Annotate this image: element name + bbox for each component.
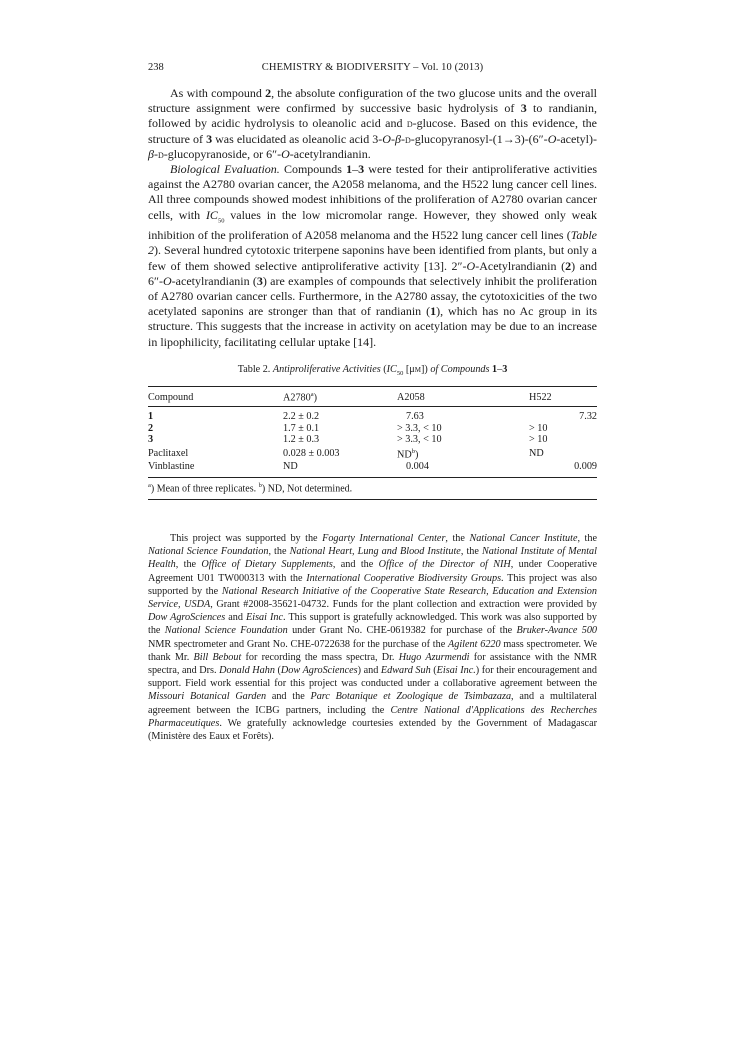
header-a2058: A2058: [397, 391, 425, 403]
cell-compound: Vinblastine: [148, 461, 195, 473]
table-footnotes: $^a$) Mean of three replicates. $^b$) ND, Not determined.: [148, 481, 353, 494]
cell-a2780: 0.028 ± 0.003: [283, 447, 340, 459]
cell-a2058: > 3.3, < 10: [397, 434, 442, 446]
cell-compound: Paclitaxel: [148, 447, 189, 459]
paragraph-structure-assignment: As with compound 2, the absolute configuration of the two glucose units and the overall structure assignment were confirmed by successive basic hydrolysis of 3 to randianin, followed by acidic hydrolysis to oleanolic acid and d-glucose. Based on this evidence, the structure of 3 was elucidated as oleanolic acid 3-O-β-d-glucopyranosyl-(1→3)-(6″-O-acetyl)-β-d-glucopyranoside, or 6″-O-acetylrandianin.: [148, 86, 597, 161]
header-compound: Compound: [148, 391, 194, 403]
header-a2780: A2780$^a$): [283, 390, 318, 404]
cell-a2780: 1.7 ± 0.1: [283, 422, 320, 434]
table-bottom-rule: [148, 499, 597, 500]
cell-a2058: > 3.3, < 10: [397, 422, 442, 434]
section-heading: Biological Evaluation.: [170, 162, 280, 177]
cell-a2058: $ND^b$): [397, 448, 419, 461]
paragraph-biological-evaluation: Biological Evaluation. Compounds 1–3 were tested for their antiproliferative activities against the A2780 ovarian cancer, the A2058 melanoma, and the H522 lung cancer cell lines. All three compounds showed modest inhibitions of the proliferation of A2780 ovarian cancer cells, with $IC_{50}$ values in the low micromolar range. However, they showed only weak inhibition of the proliferation of A2058 melanoma and the H522 lung cancer cell lines (Table 2). Several hundred cytotoxic triterpene saponins have been identified from plants, but only a few of them showed selective antiproliferative activity [13]. 2″-O-Acetylrandianin (2) and 6″-O-acetylrandianin (3) are examples of compounds that selectively inhibit the proliferation of A2780 ovarian cancer cells. Furthermore, in the A2780 assay, the cytotoxicities of the two acetylated saponins are stronger than that of randianin (1), which has no Ac group in its structure. This suggests that the increase in activity on acetylation may be due to an increase in lipophilicity, facilitating cellular uptake [14].: [148, 162, 598, 349]
journal-page: [148, 62, 597, 743]
page-number: 238: [148, 62, 164, 73]
acknowledgements: [148, 532, 597, 743]
cell-compound: 2: [148, 422, 154, 434]
cell-h522: 7.32: [579, 411, 597, 423]
cell-a2058: 0.004: [406, 461, 429, 473]
acknowledgements-paragraph: This project was supported by the Fogarty International Center, the National Cancer Institute, the National Science Foundation, the National Heart, Lung and Blood Institute, the National Institute of Mental Health, the Office of Dietary Supplements, and the Office of the Director of NIH, under Cooperative Agreement U01 TW000313 with the International Cooperative Biodiversity Groups. This project was also supported by the National Research Initiative of the Cooperative State Research, Education and Extension Service, USDA, Grant #2008-35621-04732. Funds for the plant collection and extraction were provided by Dow AgroSciences and Eisai Inc. This support is gratefully acknowledged. This work was also supported by the National Science Foundation under Grant No. CHE-0619382 for purchase of the Bruker-Avance 500 NMR spectrometer and Grant No. CHE-0722638 for the purchase of the Agilent 6220 mass spectrometer. We thank Mr. Bill Bebout for recording the mass spectra, Dr. Hugo Azurmendi for assistance with the NMR spectra, and Drs. Donald Hahn (Dow AgroSciences) and Edward Suh (Eisai Inc.) for their encouragement and support. Field work essential for this project was conducted under a collaborative agreement between the Missouri Botanical Garden and the Parc Botanique et Zoologique de Tsimbazaza, and a multilateral agreement between the ICBG partners, including the Centre National d'Applications des Recherches Pharmaceutiques. We gratefully acknowledge courtesies extended by the Government of Madagascar (Ministère des Eaux et Forêts).: [148, 532, 598, 742]
table-row: [148, 434, 597, 446]
table-caption: Table 2. Antiproliferative Activities ($IC_{50}$ [μm]) of Compounds 1–3: [237, 363, 508, 377]
header-h522: H522: [529, 391, 552, 403]
table-header-row: [148, 387, 597, 407]
activity-table: [148, 387, 597, 477]
table-row: [148, 407, 597, 423]
cell-a2780: 2.2 ± 0.2: [283, 411, 320, 423]
table-row: [148, 423, 597, 435]
cell-a2780: ND: [283, 461, 298, 473]
cell-h522: 0.009: [574, 461, 597, 473]
cell-a2058: 7.63: [406, 411, 424, 423]
cell-compound: 3: [148, 434, 154, 446]
running-title: CHEMISTRY & BIODIVERSITY – Vol. 10 (2013): [261, 62, 484, 73]
table-row: [148, 446, 597, 461]
table-2: [148, 364, 597, 500]
table-reference-link[interactable]: Table 2: [148, 228, 597, 258]
table-row: [148, 461, 597, 477]
cell-h522: ND: [529, 447, 544, 459]
cell-h522: > 10: [529, 422, 548, 434]
running-header: [148, 62, 597, 78]
body-text: [148, 86, 597, 350]
cell-h522: > 10: [529, 434, 548, 446]
cell-a2780: 1.2 ± 0.3: [283, 434, 320, 446]
cell-compound: 1: [148, 411, 154, 423]
